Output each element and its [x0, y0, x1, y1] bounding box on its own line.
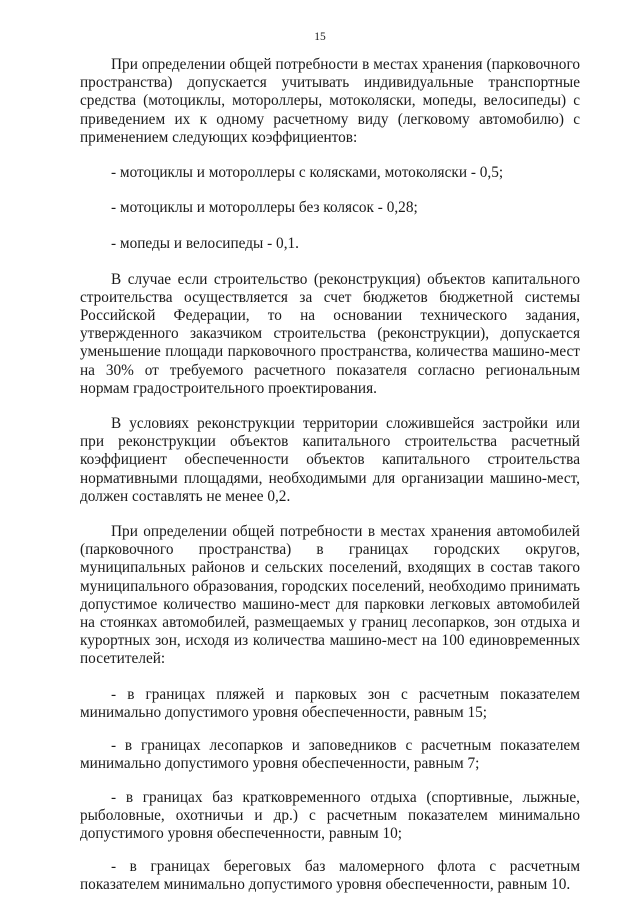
page-number: 15	[314, 31, 326, 43]
list-item-small-boat-bases: - в границах береговых баз маломерного флота с расчетным показателем минимально допустимого уровня обеспеченности, равным 10.	[80, 858, 580, 894]
list-item-motorcycles-without-sidecars: - мотоциклы и мотороллеры без колясок - 0,28;	[111, 199, 418, 217]
paragraph-reconstruction-coefficient: В условиях реконструкции территории сложившейся застройки или при реконструкции объектов капитального строительства расчетный коэффициент обеспеченности объектов капитального строительства нормативными площадями, необходимыми для организации машино-мест, должен составлять не менее 0,2.	[80, 415, 580, 505]
list-item-beaches-parks: - в границах пляжей и парковых зон с расчетным показателем минимально допустимого уровня обеспеченности, равным 15;	[80, 685, 580, 721]
paragraph-parking-demand: При определении общей потребности в местах хранения автомобилей (парковочного пространства) в границах городских округов, муниципальных районов и сельских поселений, входящих в состав такого муниципального образования, городских поселений, необходимо принимать допустимое количество машино-мест для парковки легковых автомобилей на стоянках автомобилей, размещаемых у границ лесопарков, зон отдыха и курортных зон, исходя из количества машино-мест на 100 единовременных посетителей:	[80, 523, 580, 668]
paragraph-vehicle-coefficients: При определении общей потребности в местах хранения (парковочного пространства) допускается учитывать индивидуальные транспортные средства (мотоциклы, мотороллеры, мотоколяски, мопеды, велосипеды) с приведением их к одному расчетному виду (легковому автомобилю) с применением следующих коэффициентов:	[80, 56, 580, 146]
list-item-mopeds-bicycles: - мопеды и велосипеды - 0,1.	[111, 235, 299, 253]
list-item-forest-parks: - в границах лесопарков и заповедников с расчетным показателем минимально допустимого уровня обеспеченности, равным 7;	[80, 737, 580, 773]
list-item-motorcycles-with-sidecars: - мотоциклы и мотороллеры с колясками, мотоколяски - 0,5;	[111, 164, 504, 182]
document-body	[80, 56, 580, 895]
paragraph-budget-construction: В случае если строительство (реконструкция) объектов капитального строительства осуществляется за счет бюджетов бюджетной системы Российской Федерации, то на основании технического задания, утвержденного заказчиком строительства (реконструкции), допускается уменьшение площади парковочного пространства, количества машино-мест на 30% от требуемого расчетного показателя согласно региональным нормам градостроительного проектирования.	[80, 270, 580, 397]
list-item-recreation-bases: - в границах баз кратковременного отдыха (спортивные, лыжные, рыболовные, охотничьи и др.) с расчетным показателем минимально допустимого уровня обеспеченности, равным 10;	[80, 788, 580, 842]
